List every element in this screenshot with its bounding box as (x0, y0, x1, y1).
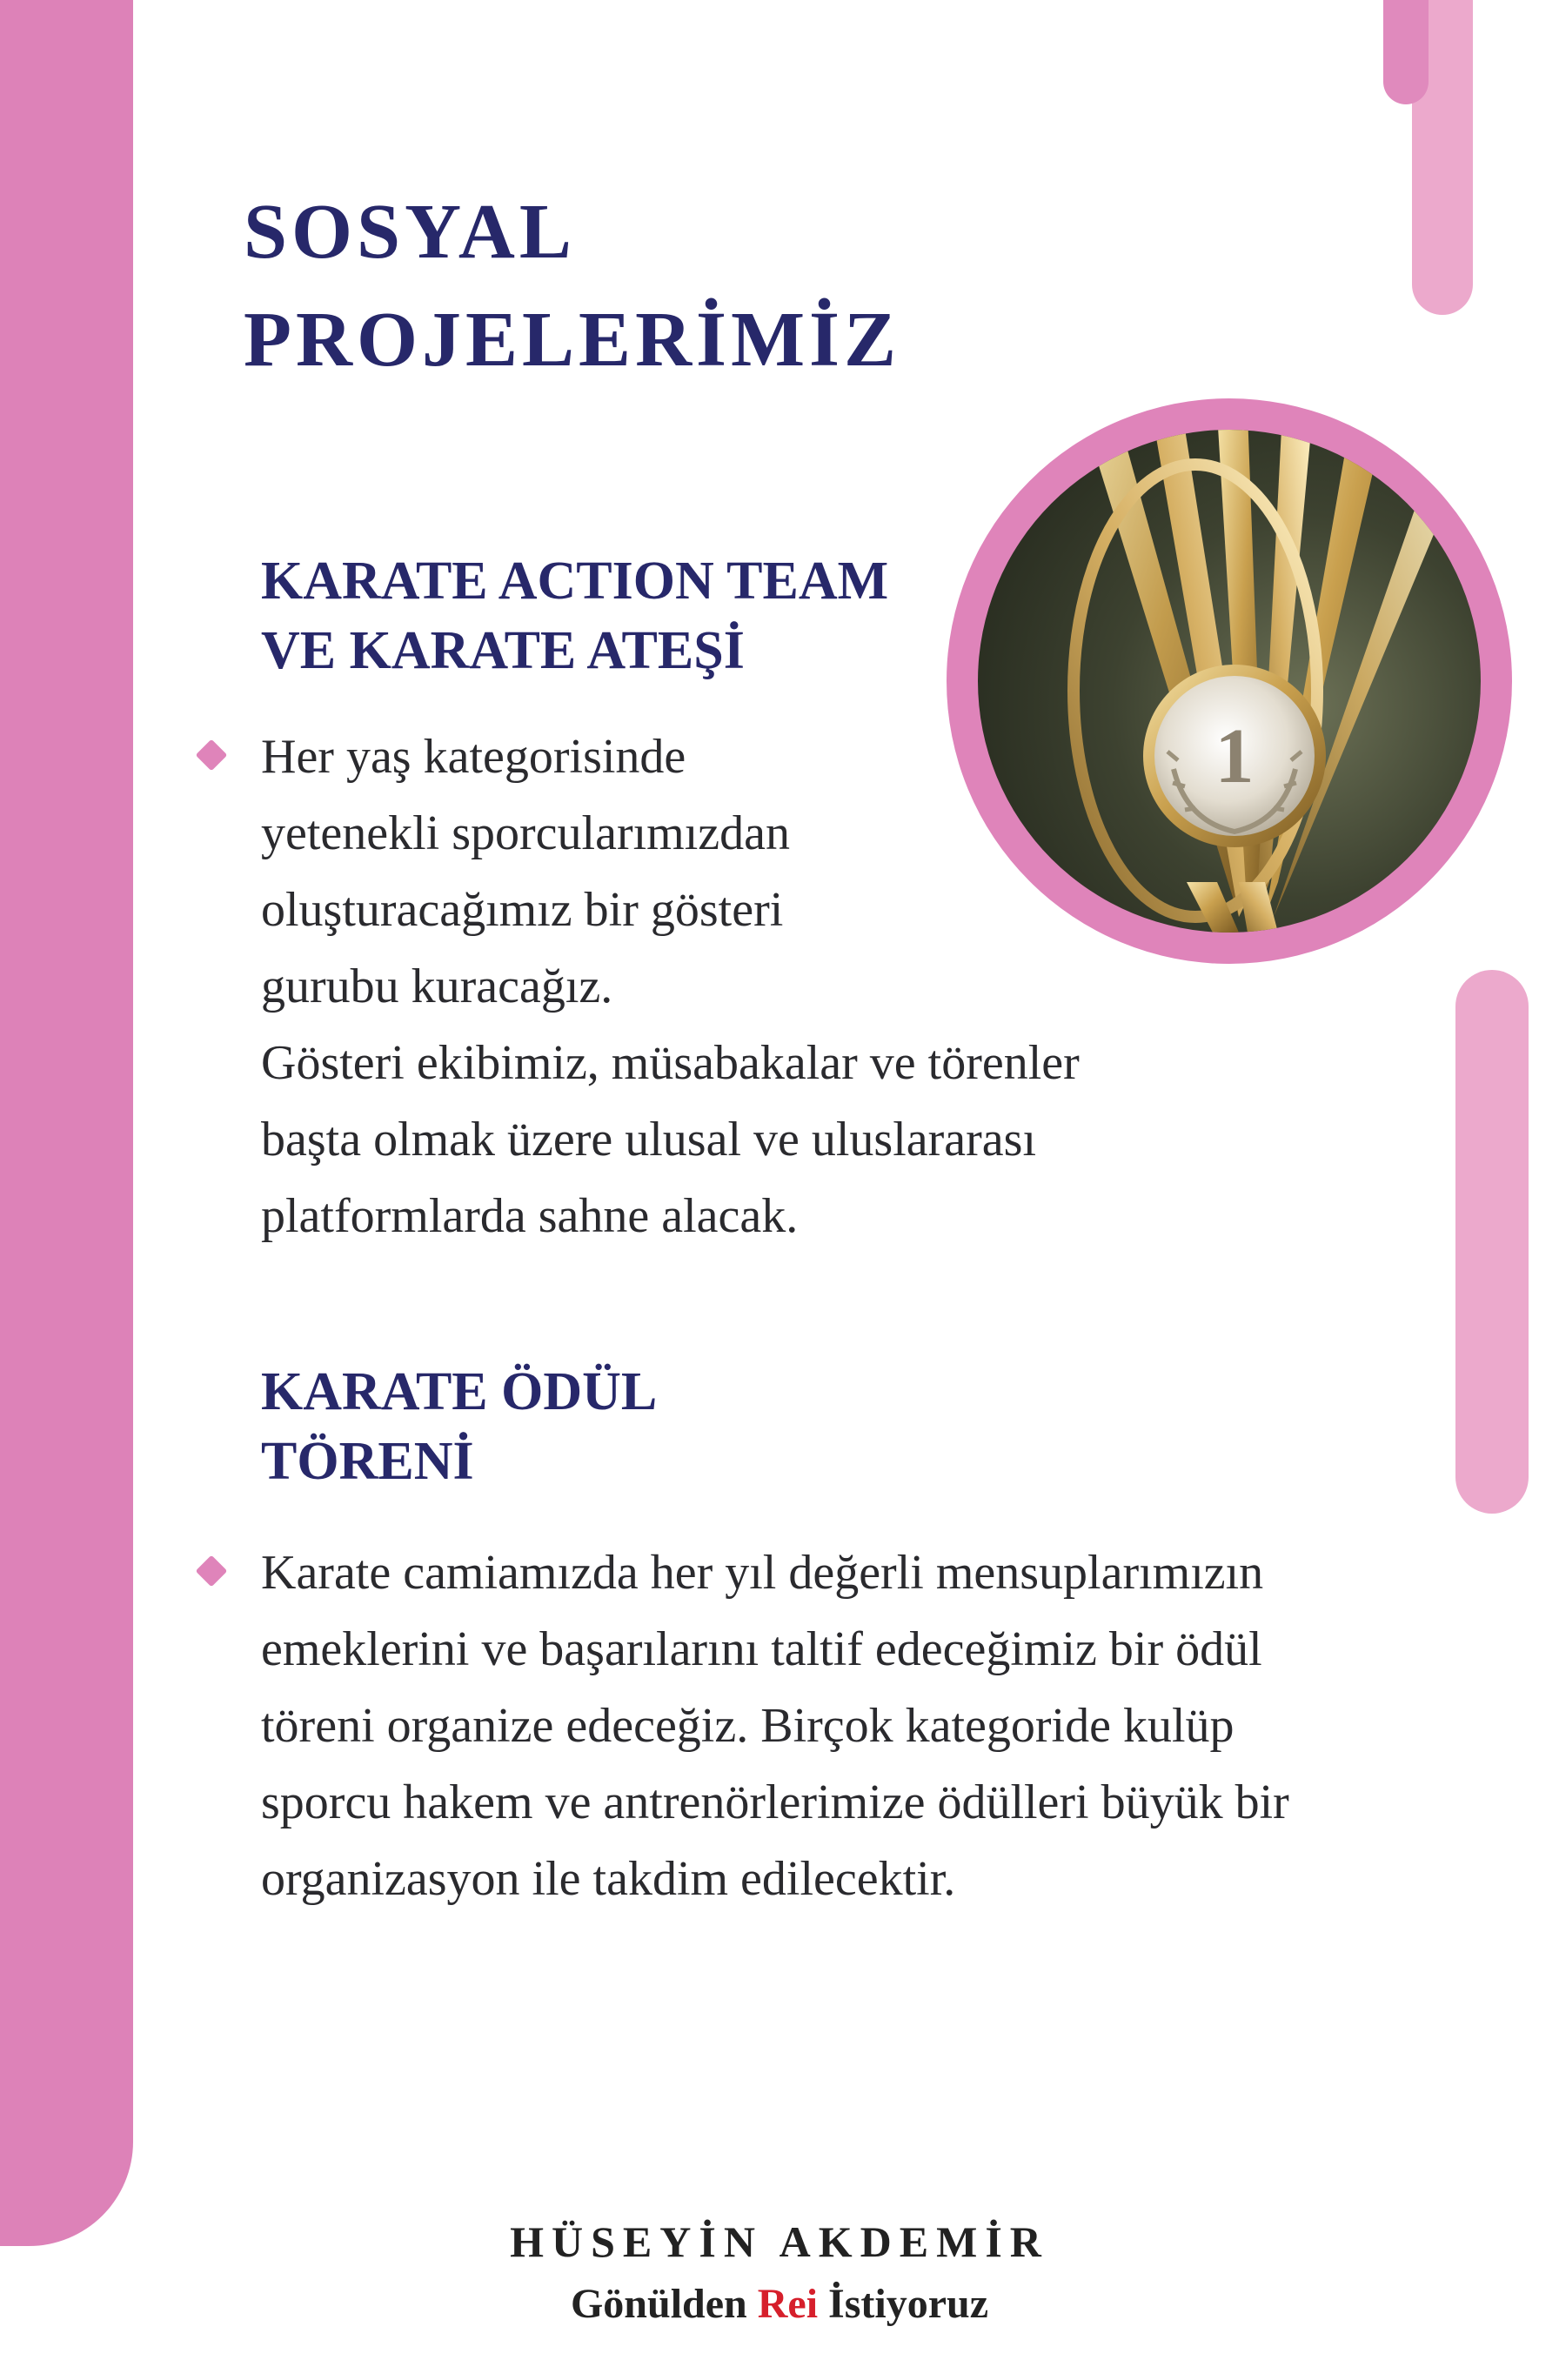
section-title-line: KARATE ACTION TEAM (261, 552, 889, 611)
paragraph-line: organizasyon ile takdim edilecektir. (261, 1852, 956, 1906)
diamond-bullet-icon (196, 1555, 228, 1588)
left-decorative-bar (0, 0, 133, 2246)
page-title-line-1: SOSYAL (244, 189, 576, 275)
footer-slogan (0, 2277, 1559, 2331)
footer-slogan-part: İstiyoruz (818, 2281, 989, 2327)
section-title-karate-odul-toreni (261, 1357, 657, 1496)
page-title-line-2: PROJELERİMİZ (244, 297, 901, 383)
footer-slogan-accent: Rei (757, 2281, 819, 2327)
section-title-line: TÖRENİ (261, 1432, 474, 1491)
paragraph-line: platformlarda sahne alacak. (261, 1189, 799, 1243)
paragraph-line: yetenekli sporcularımızdan (261, 806, 790, 860)
section-title-karate-action-team (261, 546, 888, 685)
paragraph-line: sporcu hakem ve antrenörlerimize ödülleri büyük bir (261, 1775, 1289, 1829)
medal-number: 1 (1214, 713, 1255, 799)
section-paragraph-karate-action-team (261, 719, 1080, 1254)
diamond-bullet-icon (196, 739, 228, 772)
paragraph-line: Her yaş kategorisinde (261, 730, 686, 784)
section-paragraph-karate-odul-toreni (261, 1534, 1289, 1917)
paragraph-line: Karate camiamızda her yıl değerli mensuplarımızın (261, 1546, 1264, 1600)
section-title-line: VE KARATE ATEŞİ (261, 621, 745, 680)
top-right-inner-pill-decoration (1383, 0, 1429, 104)
paragraph-line: Gösteri ekibimiz, müsabakalar ve törenler (261, 1036, 1080, 1090)
right-pill-decoration (1455, 970, 1529, 1514)
paragraph-line: emeklerini ve başarılarını taltif edeceğimiz bir ödül (261, 1622, 1262, 1676)
section-title-line: KARATE ÖDÜL (261, 1362, 658, 1421)
paragraph-line: töreni organize edeceğiz. Birçok kategoride kulüp (261, 1699, 1234, 1753)
page-title (244, 178, 900, 394)
footer-slogan-part: Gönülden (570, 2281, 758, 2327)
paragraph-line: başta olmak üzere ulusal ve uluslararası (261, 1113, 1036, 1167)
paragraph-line: oluşturacağımız bir gösteri (261, 883, 784, 937)
paragraph-line: gurubu kuracağız. (261, 959, 613, 1013)
footer-name: HÜSEYİN AKDEMİR (510, 2217, 1049, 2266)
